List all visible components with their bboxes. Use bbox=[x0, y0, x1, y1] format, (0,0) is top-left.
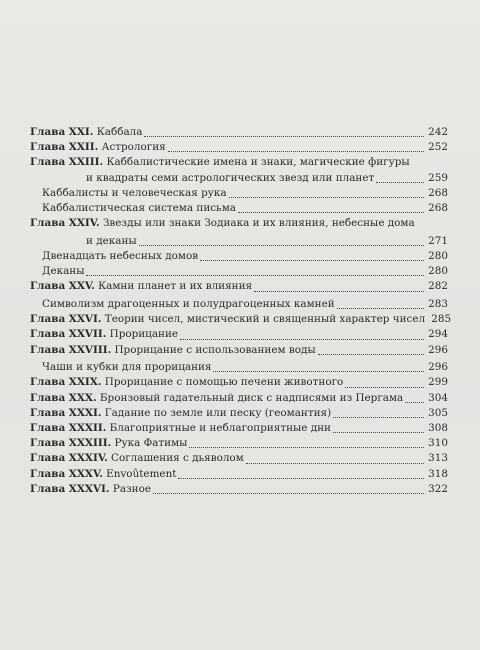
chapter-number: Глава XXVI. bbox=[30, 313, 102, 326]
toc-entry-title: Соглашения с дьяволом bbox=[107, 452, 244, 465]
toc-entry-text bbox=[30, 406, 331, 421]
toc-entry-text bbox=[42, 249, 198, 264]
toc-entry-ch26 bbox=[30, 312, 452, 327]
dot-leader bbox=[139, 245, 424, 246]
toc-entry-text bbox=[30, 327, 178, 342]
chapter-number: Глава XXVIII. bbox=[30, 343, 112, 356]
toc-entry-ch28 bbox=[30, 343, 448, 358]
toc-entry-text bbox=[86, 234, 137, 249]
page-number: 285 bbox=[431, 313, 452, 326]
toc-entry-title: Прорицание с помощью печени животного bbox=[101, 376, 344, 389]
chapter-number: Глава XXXVI. bbox=[30, 482, 110, 495]
toc-entry-title: Envoûtement bbox=[102, 467, 177, 480]
table-of-contents bbox=[30, 125, 452, 497]
toc-entry-text bbox=[42, 264, 84, 279]
toc-entry-title: Каббалисты и человеческая рука bbox=[42, 186, 227, 199]
toc-entry-ch32 bbox=[30, 421, 448, 436]
toc-entry-title: Деканы bbox=[42, 265, 85, 278]
dot-leader bbox=[333, 417, 424, 418]
toc-entry-ch21 bbox=[30, 125, 448, 140]
toc-entry-text bbox=[30, 140, 166, 155]
toc-entry-ch23b bbox=[30, 171, 448, 186]
dot-leader bbox=[180, 339, 424, 340]
dot-leader bbox=[200, 260, 424, 261]
toc-entry-text bbox=[42, 297, 335, 312]
toc-entry-text bbox=[30, 451, 244, 466]
toc-entry-title: Двенадцать небесных домов bbox=[42, 250, 199, 263]
toc-entry-ch33 bbox=[30, 436, 448, 451]
page-number: 299 bbox=[428, 376, 448, 389]
toc-entry-text bbox=[30, 312, 425, 327]
toc-entry-title: Символизм драгоценных и полудрагоценных камней bbox=[42, 298, 335, 311]
toc-entry-ch34 bbox=[30, 451, 448, 466]
toc-entry-title: Разное bbox=[109, 482, 152, 495]
toc-entry-title: Звезды или знаки Зодиака и их влияния, небесные дома bbox=[99, 217, 415, 230]
dot-leader bbox=[254, 291, 424, 292]
page-number: 294 bbox=[428, 328, 448, 341]
chapter-number: Глава XXIII. bbox=[30, 156, 104, 169]
toc-entry-text bbox=[30, 436, 187, 451]
toc-entry-ch24a bbox=[30, 216, 448, 231]
page-number: 252 bbox=[428, 141, 448, 154]
page-number: 268 bbox=[428, 202, 448, 215]
toc-entry-title: Благоприятные и неблагоприятные дни bbox=[106, 422, 331, 435]
toc-entry-text bbox=[30, 155, 410, 170]
page-number: 308 bbox=[428, 422, 448, 435]
dot-leader bbox=[246, 463, 424, 464]
toc-entry-ch24b bbox=[30, 234, 448, 249]
toc-entry-ch30 bbox=[30, 391, 448, 406]
dot-leader bbox=[238, 212, 424, 213]
toc-entry-ch27 bbox=[30, 327, 448, 342]
toc-entry-s25-1 bbox=[30, 297, 448, 312]
toc-entry-title: Бронзовый гадательный диск с надписями из Пергама bbox=[96, 391, 404, 404]
toc-entry-text bbox=[30, 482, 151, 497]
toc-entry-ch25 bbox=[30, 279, 448, 294]
toc-entry-title: Теории чисел, мистический и священный характер чисел bbox=[101, 313, 426, 326]
chapter-number: Глава XXXII. bbox=[30, 422, 107, 435]
page-number: 304 bbox=[428, 391, 448, 404]
chapter-number: Глава XXXV. bbox=[30, 467, 103, 480]
chapter-number: Глава XXX. bbox=[30, 391, 97, 404]
toc-entry-text bbox=[30, 421, 331, 436]
toc-entry-title: Астрология bbox=[98, 141, 166, 154]
page-number: 282 bbox=[428, 280, 448, 293]
page-number: 259 bbox=[428, 171, 448, 184]
dot-leader bbox=[86, 275, 424, 276]
toc-entry-ch22 bbox=[30, 140, 448, 155]
toc-entry-s24-2 bbox=[30, 264, 448, 279]
dot-leader bbox=[153, 493, 424, 494]
toc-entry-text bbox=[86, 171, 374, 186]
chapter-number: Глава XXII. bbox=[30, 141, 99, 154]
dot-leader bbox=[337, 308, 424, 309]
toc-entry-text bbox=[42, 186, 227, 201]
page-number: 283 bbox=[428, 298, 448, 311]
toc-entry-s23-2 bbox=[30, 201, 448, 216]
page-number: 318 bbox=[428, 467, 448, 480]
toc-entry-text bbox=[30, 391, 403, 406]
toc-entry-s28-1 bbox=[30, 360, 448, 375]
toc-entry-text bbox=[42, 360, 211, 375]
toc-entry-ch36 bbox=[30, 482, 448, 497]
toc-entry-text bbox=[30, 125, 142, 140]
toc-entry-ch31 bbox=[30, 406, 448, 421]
chapter-number: Глава XXIX. bbox=[30, 376, 102, 389]
toc-entry-title: и квадраты семи астрологических звезд или планет bbox=[86, 171, 375, 184]
toc-entry-ch35 bbox=[30, 467, 448, 482]
page-number: 280 bbox=[428, 265, 448, 278]
toc-entry-text bbox=[42, 201, 236, 216]
dot-leader bbox=[405, 402, 424, 403]
page-number: 310 bbox=[428, 437, 448, 450]
toc-entry-title: Рука Фатимы bbox=[111, 437, 188, 450]
dot-leader bbox=[345, 387, 424, 388]
dot-leader bbox=[229, 197, 424, 198]
toc-entry-title: и деканы bbox=[86, 234, 137, 247]
chapter-number: Глава XXI. bbox=[30, 126, 94, 138]
toc-entry-ch23a bbox=[30, 155, 448, 170]
page-number: 296 bbox=[428, 343, 448, 356]
page-number: 268 bbox=[428, 186, 448, 199]
dot-leader bbox=[178, 478, 424, 479]
page-number: 322 bbox=[428, 482, 448, 495]
toc-entry-text bbox=[30, 375, 343, 390]
page-number: 280 bbox=[428, 250, 448, 263]
toc-entry-ch29 bbox=[30, 375, 448, 390]
toc-entry-title: Каббалистические имена и знаки, магические фигуры bbox=[103, 156, 410, 169]
toc-entry-title: Прорицание bbox=[106, 328, 179, 341]
toc-entry-title: Каббала bbox=[93, 126, 143, 138]
toc-entry-s24-1 bbox=[30, 249, 448, 264]
page-number: 271 bbox=[428, 234, 448, 247]
dot-leader bbox=[318, 354, 424, 355]
page-number: 313 bbox=[428, 452, 448, 465]
chapter-number: Глава XXV. bbox=[30, 280, 95, 293]
chapter-number: Глава XXXIII. bbox=[30, 437, 112, 450]
toc-entry-s23-1 bbox=[30, 186, 448, 201]
dot-leader bbox=[189, 447, 424, 448]
page-number: 242 bbox=[428, 126, 448, 138]
dot-leader bbox=[168, 151, 424, 152]
dot-leader bbox=[144, 136, 424, 137]
dot-leader bbox=[213, 371, 424, 372]
chapter-number: Глава XXVII. bbox=[30, 328, 107, 341]
dot-leader bbox=[333, 432, 424, 433]
toc-entry-title: Камни планет и их влияния bbox=[94, 280, 253, 293]
chapter-number: Глава XXIV. bbox=[30, 217, 100, 230]
toc-entry-title: Каббалистическая система письма bbox=[42, 202, 236, 215]
toc-entry-text bbox=[30, 343, 316, 358]
chapter-number: Глава XXXIV. bbox=[30, 452, 108, 465]
page-number: 296 bbox=[428, 361, 448, 374]
toc-entry-text bbox=[30, 216, 415, 231]
toc-entry-title: Гадание по земле или песку (геомантия) bbox=[101, 406, 332, 419]
toc-entry-title: Чаши и кубки для прорицания bbox=[42, 361, 212, 374]
toc-entry-text bbox=[30, 467, 176, 482]
toc-entry-title: Прорицание с использованием воды bbox=[111, 343, 316, 356]
chapter-number: Глава XXXI. bbox=[30, 406, 102, 419]
page-number: 305 bbox=[428, 406, 448, 419]
toc-entry-text bbox=[30, 279, 252, 294]
dot-leader bbox=[376, 182, 424, 183]
